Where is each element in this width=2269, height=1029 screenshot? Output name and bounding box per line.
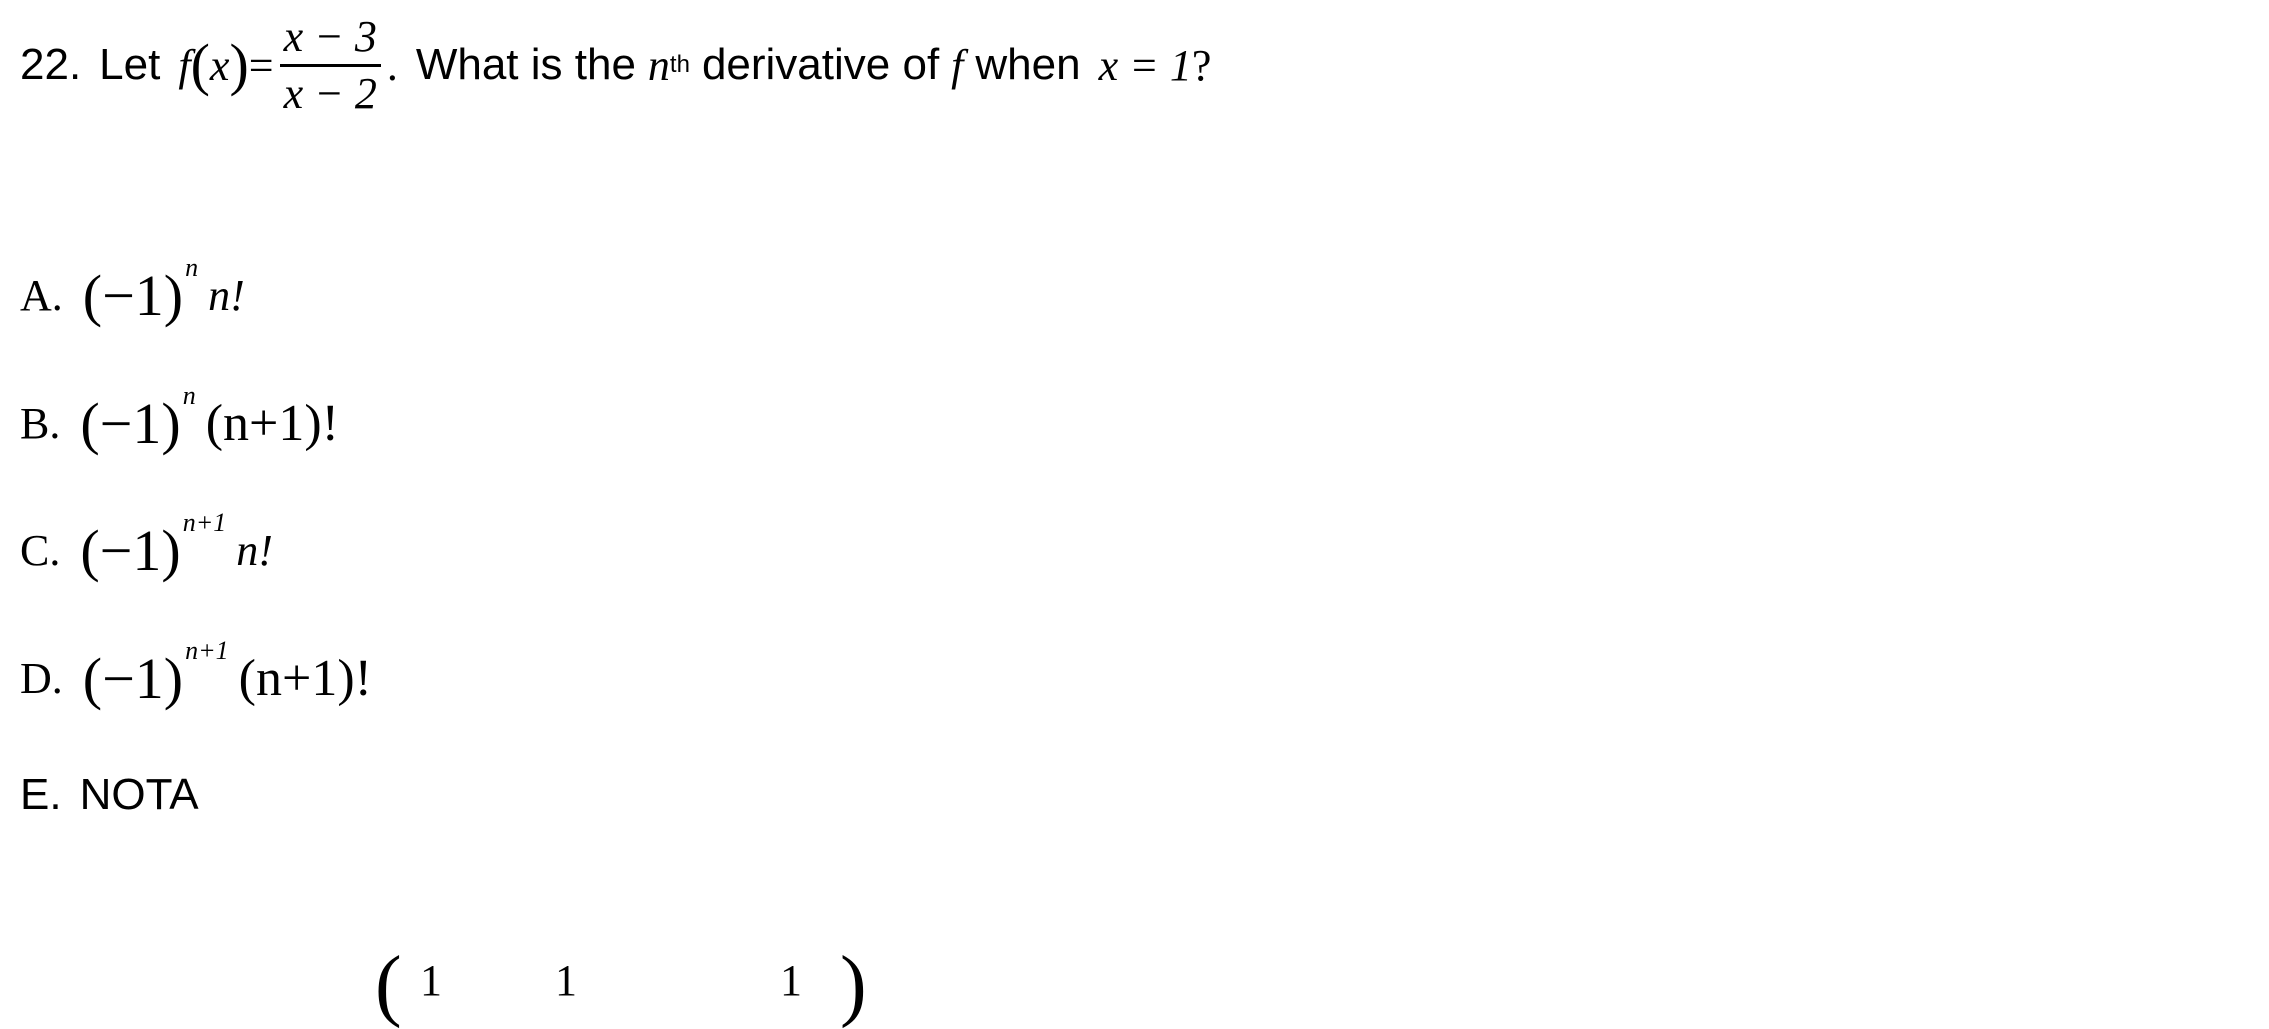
numerator: x − 3	[283, 11, 377, 61]
choice-exponent: n	[185, 252, 199, 282]
choice-tail: n!	[236, 526, 273, 575]
let-text: Let	[99, 40, 161, 89]
choice-label: E.	[20, 770, 62, 819]
equals-sign: =	[248, 40, 274, 90]
question-mark: ?	[1191, 40, 1212, 90]
when-text: when	[975, 40, 1081, 89]
choice-label: C.	[20, 526, 61, 575]
function-variable: x	[209, 40, 230, 90]
choice-base: (−1)	[80, 391, 181, 456]
close-paren: )	[840, 941, 867, 1029]
question-text-middle: derivative of	[701, 40, 940, 89]
choice-exponent: n+1	[182, 507, 227, 537]
close-paren: )	[229, 32, 249, 97]
choice-label: B.	[20, 399, 61, 448]
open-paren: (	[190, 32, 210, 97]
choice-label: D.	[20, 654, 63, 703]
th-superscript: th	[669, 51, 690, 78]
question-22	[20, 0, 1211, 130]
choice-exponent: n+1	[185, 635, 229, 665]
condition: x = 1	[1098, 40, 1192, 90]
choice-c	[20, 507, 273, 584]
choice-base: (−1)	[80, 518, 181, 583]
numerator: 1	[780, 956, 802, 1005]
choice-exponent: n	[182, 380, 196, 410]
choice-label: A.	[20, 271, 63, 320]
choice-b	[20, 380, 339, 457]
question-number: 22.	[20, 40, 82, 89]
f-variable: f	[951, 40, 964, 90]
open-paren: (	[375, 941, 402, 1029]
numerator: 1	[555, 956, 577, 1005]
choice-d	[20, 635, 372, 712]
question-text-before: What is the	[415, 40, 636, 89]
choice-text: NOTA	[79, 770, 199, 819]
numerator: 1	[420, 956, 442, 1005]
period: .	[386, 40, 398, 90]
denominator: x − 2	[283, 68, 377, 118]
choice-base: (−1)	[82, 646, 184, 711]
choice-e	[20, 770, 199, 820]
choice-base: (−1)	[82, 263, 184, 328]
choice-tail: (n+1)!	[238, 650, 372, 707]
choice-tail: n!	[208, 271, 245, 320]
n-variable: n	[647, 40, 670, 90]
function-name: f	[178, 40, 191, 90]
choice-tail: (n+1)!	[205, 395, 339, 452]
choice-a	[20, 252, 245, 329]
fraction	[280, 10, 381, 121]
